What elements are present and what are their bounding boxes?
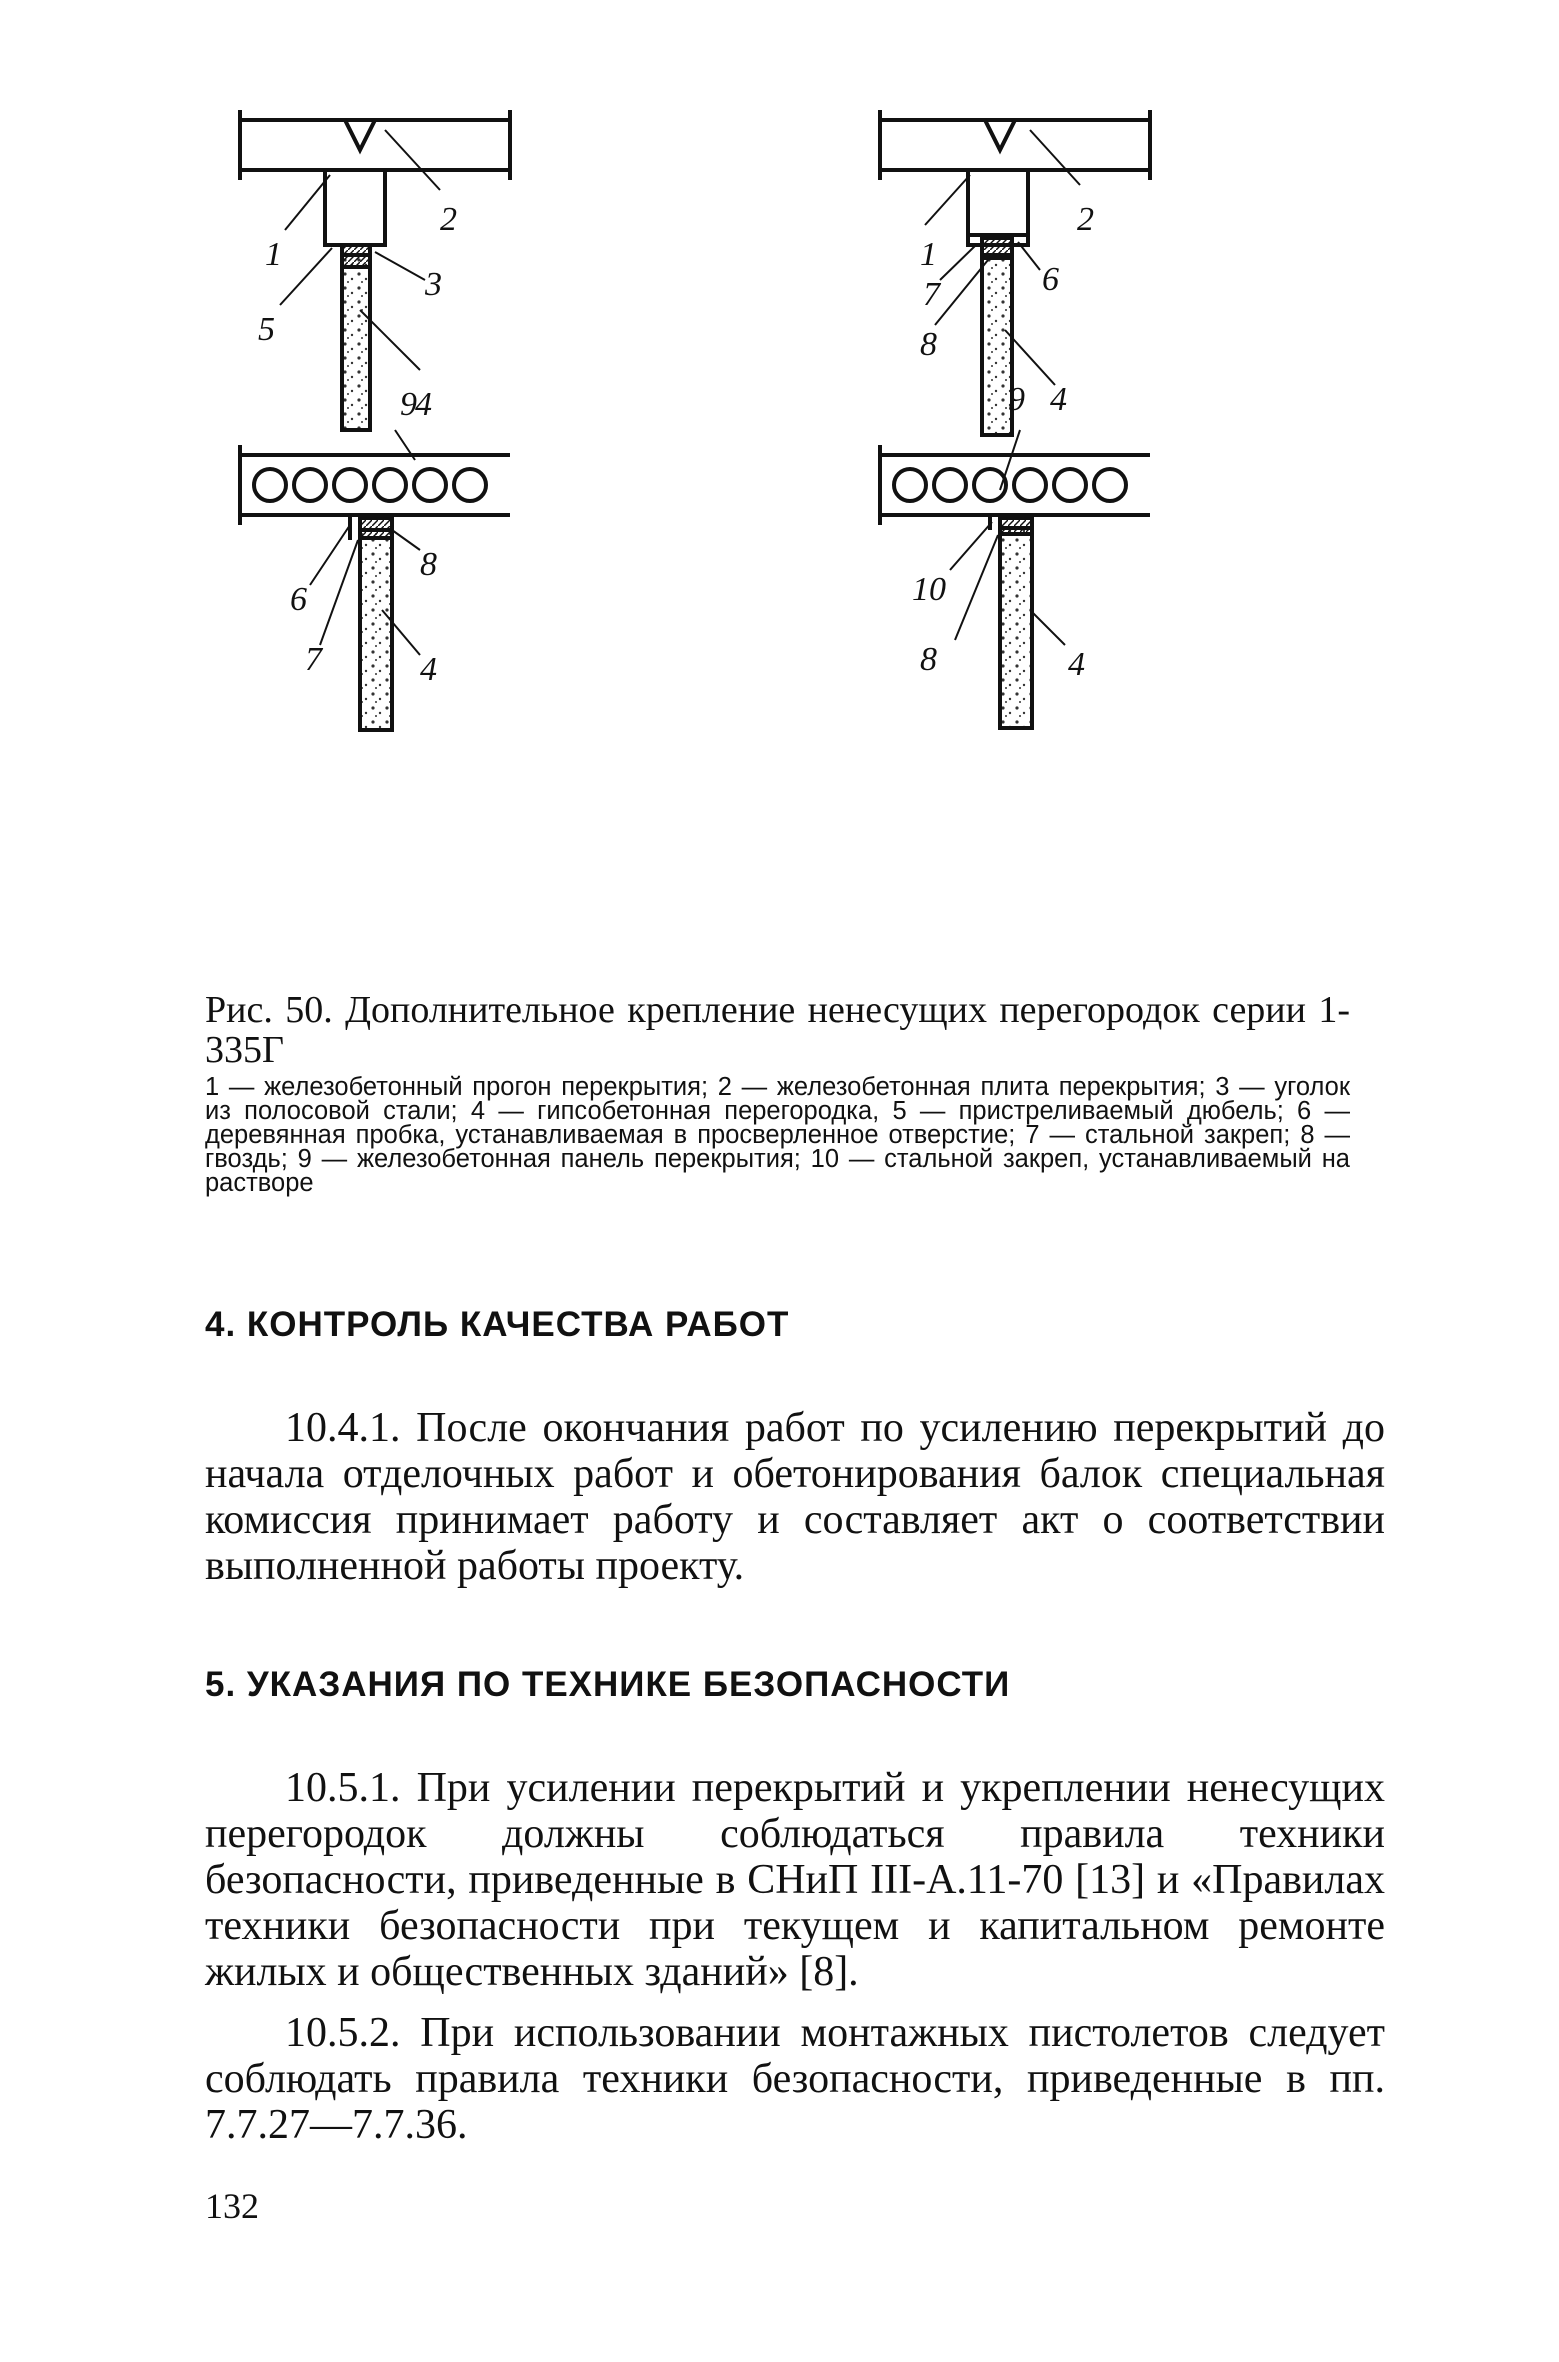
paragraph-10-5-2: 10.5.2. При использовании монтажных пистолетов следует соблюдать правила техники безопасности, приведенные в пп. 7.7.27—7.7.36. bbox=[205, 2010, 1385, 2148]
label-1-tr: 1 bbox=[920, 236, 937, 273]
label-1-tl: 1 bbox=[265, 236, 282, 273]
label-3-tl: 3 bbox=[425, 266, 442, 303]
label-8-bl: 8 bbox=[420, 546, 437, 583]
figure-caption-legend: 1 — железобетонный прогон перекрытия; 2 — железобетонная плита перекрытия; 3 — уголок из полосовой стали; 4 — гипсобетонная перегородка, 5 — пристреливаемый дюбель; 6 — деревянная пробка, устанавливаемая в просверленное отверстие; 7 — стальной закреп; 8 — гвоздь; 9 — железобетонная панель перекрытия; 10 — стальной закреп, устанавливаемый на растворе bbox=[205, 1073, 1350, 1197]
section-heading-quality-control: 4. КОНТРОЛЬ КАЧЕСТВА РАБОТ bbox=[205, 1305, 790, 1344]
label-4-br: 4 bbox=[1068, 646, 1085, 683]
label-7-tr: 7 bbox=[923, 276, 940, 313]
label-2-tl: 2 bbox=[440, 201, 457, 238]
label-8-br: 8 bbox=[920, 641, 937, 678]
label-2-tr: 2 bbox=[1077, 201, 1094, 238]
page-number: 132 bbox=[205, 2186, 259, 2226]
paragraph-10-4-1: 10.4.1. После окончания работ по усилению перекрытий до начала отделочных работ и обетонирования балок специальная комиссия принимает работу и составляет акт о соответствии выполненной работы проекту. bbox=[205, 1405, 1385, 1589]
label-6-tr: 6 bbox=[1042, 261, 1059, 298]
label-4-bl: 4 bbox=[420, 651, 437, 688]
label-6-bl: 6 bbox=[290, 581, 307, 618]
figure-50-diagram bbox=[258, 130, 1300, 930]
label-4-tl: 4 bbox=[415, 386, 432, 423]
detail-bottom-left bbox=[240, 430, 510, 730]
label-7-bl: 7 bbox=[305, 641, 322, 678]
section-heading-safety: 5. УКАЗАНИЯ ПО ТЕХНИКЕ БЕЗОПАСНОСТИ bbox=[205, 1665, 1011, 1704]
label-4-tr: 4 bbox=[1050, 381, 1067, 418]
figure-caption-title: Рис. 50. Дополнительное крепление ненесущих перегородок серии 1-335Г bbox=[205, 989, 1350, 1071]
paragraph-10-5-1: 10.5.1. При усилении перекрытий и укреплении ненесущих перегородок должны соблюдаться правила техники безопасности, приведенные в СНиП III-А.11-70 [13] и «Правилах техники безопасности при текущем и капитальном ремонте жилых и общественных зданий» [8]. bbox=[205, 1765, 1385, 1995]
label-9-bl: 9 bbox=[400, 386, 417, 423]
label-10-br: 10 bbox=[912, 571, 946, 608]
label-8-tr: 8 bbox=[920, 326, 937, 363]
label-9-br: 9 bbox=[1008, 381, 1025, 418]
label-5-tl: 5 bbox=[258, 311, 275, 348]
